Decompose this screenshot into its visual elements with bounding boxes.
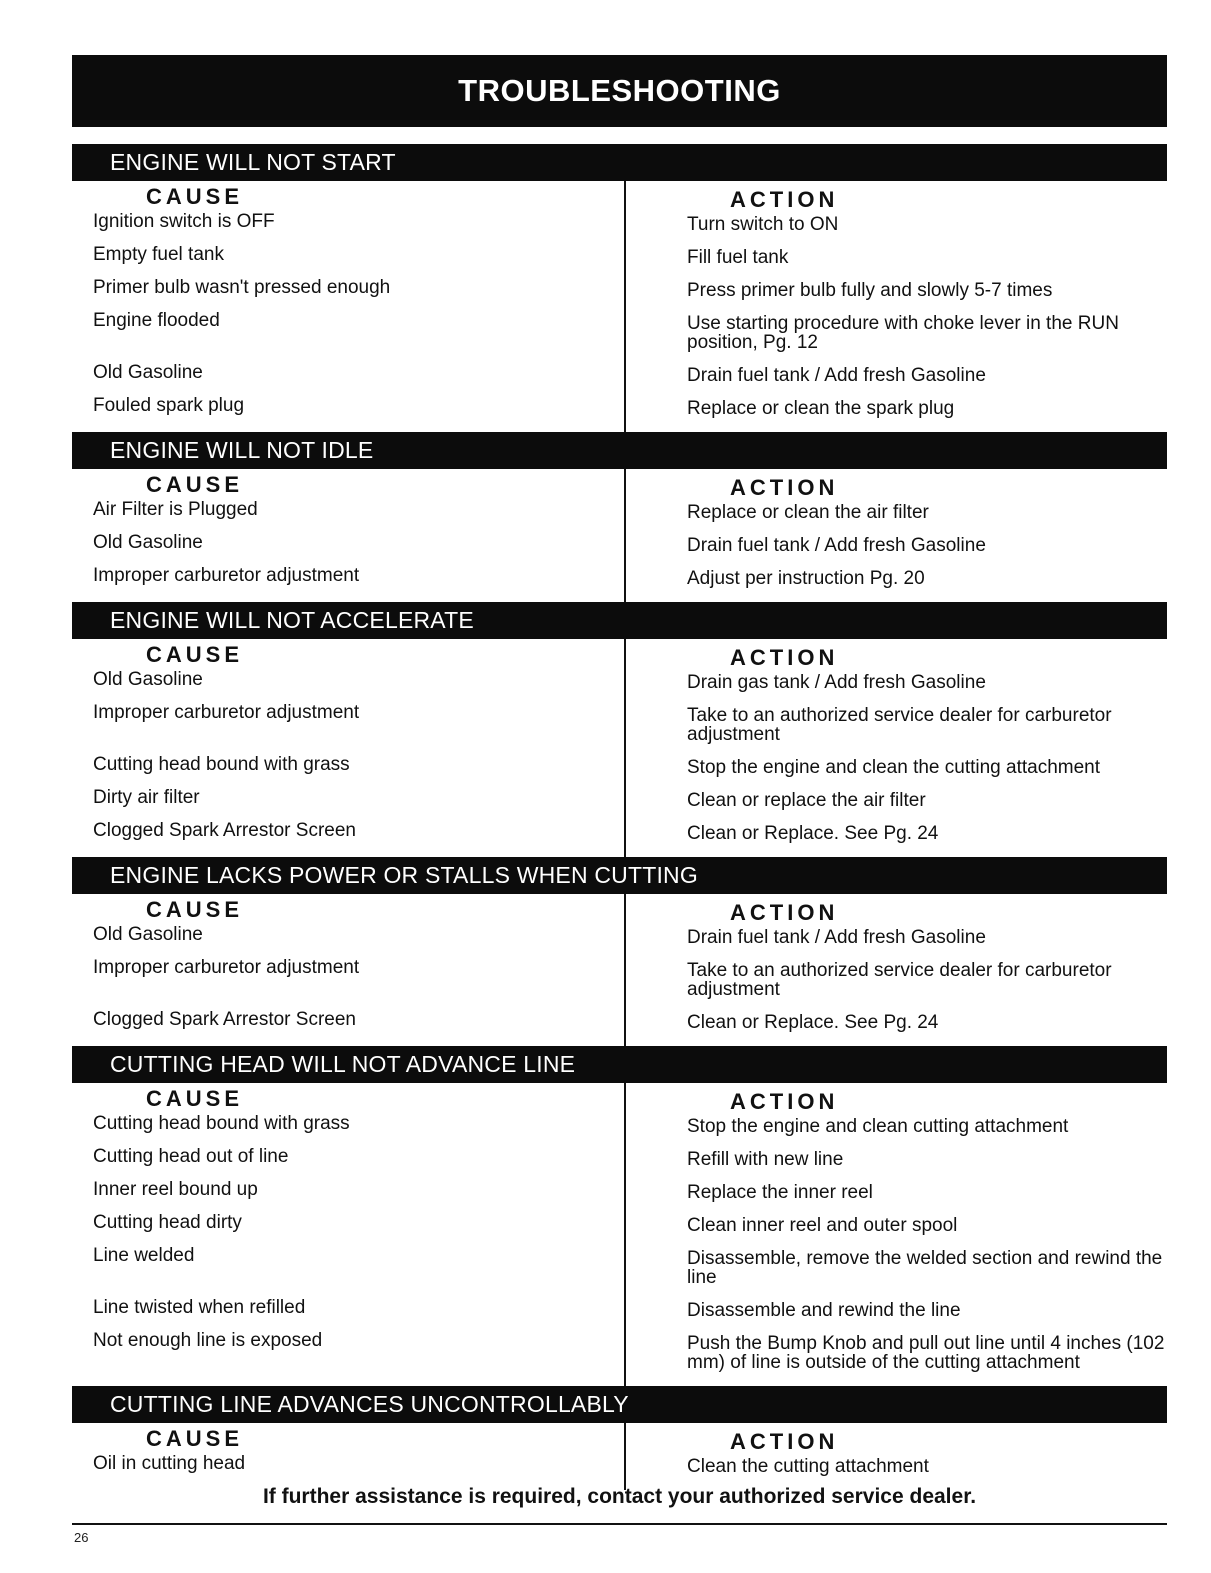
action-column <box>624 1083 1167 1386</box>
cause-heading: CAUSE <box>146 1426 244 1451</box>
action-column <box>624 639 1167 857</box>
cause-item: Clogged Spark Arrestor Screen <box>93 1009 356 1030</box>
section-body <box>72 469 1167 602</box>
action-item: Drain fuel tank / Add fresh Gasoline <box>687 535 986 556</box>
section-body <box>72 1083 1167 1386</box>
cause-heading: CAUSE <box>146 642 244 667</box>
section-heading: ENGINE WILL NOT ACCELERATE <box>72 602 1167 639</box>
action-item: Clean or Replace. See Pg. 24 <box>687 823 939 844</box>
cause-item: Engine flooded <box>93 310 220 331</box>
cause-item: Oil in cutting head <box>93 1453 246 1474</box>
action-heading: ACTION <box>730 1429 839 1454</box>
section <box>72 144 1167 432</box>
section <box>72 1386 1167 1490</box>
footer-rule <box>72 1523 1167 1525</box>
cause-column <box>72 1423 624 1490</box>
section-heading: ENGINE WILL NOT IDLE <box>72 432 1167 469</box>
action-item: Adjust per instruction Pg. 20 <box>687 568 925 589</box>
cause-item: Not enough line is exposed <box>93 1330 323 1351</box>
page-title: TROUBLESHOOTING <box>72 55 1167 127</box>
cause-item: Primer bulb wasn't pressed enough <box>93 277 391 298</box>
cause-heading: CAUSE <box>146 472 244 497</box>
cause-heading: CAUSE <box>146 897 244 922</box>
section-body <box>72 639 1167 857</box>
sections-container <box>72 144 1167 1490</box>
section-heading: CUTTING LINE ADVANCES UNCONTROLLABLY <box>72 1386 1167 1423</box>
action-item: Drain fuel tank / Add fresh Gasoline <box>687 927 986 948</box>
footer-note: If further assistance is required, contact your authorized service dealer. <box>262 1485 977 1508</box>
cause-item: Fouled spark plug <box>93 395 245 416</box>
cause-item: Clogged Spark Arrestor Screen <box>93 820 356 841</box>
cause-item: Cutting head bound with grass <box>93 1113 350 1134</box>
cause-heading: CAUSE <box>146 1086 244 1111</box>
cause-item: Ignition switch is OFF <box>93 211 275 232</box>
cause-column <box>72 894 624 1046</box>
cause-item: Improper carburetor adjustment <box>93 565 360 586</box>
cause-item: Inner reel bound up <box>93 1179 258 1200</box>
cause-item: Old Gasoline <box>93 924 203 945</box>
action-item: Replace or clean the air filter <box>687 502 929 523</box>
section <box>72 1046 1167 1386</box>
cause-item: Old Gasoline <box>93 669 203 690</box>
cause-column <box>72 469 624 602</box>
cause-column <box>72 181 624 432</box>
action-item: Disassemble, remove the welded section and rewind the line <box>687 1248 1163 1288</box>
action-column <box>624 894 1167 1046</box>
action-item: Take to an authorized service dealer for carburetor adjustment <box>687 705 1112 745</box>
action-item: Take to an authorized service dealer for carburetor adjustment <box>687 960 1112 1000</box>
cause-item: Improper carburetor adjustment <box>93 702 360 723</box>
action-item: Clean or replace the air filter <box>687 790 926 811</box>
cause-item: Cutting head bound with grass <box>93 754 350 775</box>
cause-item: Dirty air filter <box>93 787 200 808</box>
action-item: Clean the cutting attachment <box>687 1456 929 1477</box>
cause-item: Empty fuel tank <box>93 244 224 265</box>
action-heading: ACTION <box>730 900 839 925</box>
section-body <box>72 181 1167 432</box>
section <box>72 432 1167 602</box>
section-body <box>72 1423 1167 1490</box>
cause-item: Line twisted when refilled <box>93 1297 306 1318</box>
section <box>72 857 1167 1046</box>
action-heading: ACTION <box>730 475 839 500</box>
action-column <box>624 469 1167 602</box>
cause-item: Old Gasoline <box>93 532 203 553</box>
action-column <box>624 181 1167 432</box>
cause-item: Air Filter is Plugged <box>93 499 258 520</box>
action-heading: ACTION <box>730 1089 839 1114</box>
cause-item: Cutting head dirty <box>93 1212 242 1233</box>
section-heading: ENGINE WILL NOT START <box>72 144 1167 181</box>
troubleshooting-page <box>72 55 1167 1490</box>
cause-item: Improper carburetor adjustment <box>93 957 360 978</box>
action-item: Replace or clean the spark plug <box>687 398 955 419</box>
action-item: Fill fuel tank <box>687 247 789 268</box>
cause-column <box>72 639 624 857</box>
cause-item: Line welded <box>93 1245 195 1266</box>
cause-item: Cutting head out of line <box>93 1146 289 1167</box>
action-item: Replace the inner reel <box>687 1182 873 1203</box>
action-item: Disassemble and rewind the line <box>687 1300 961 1321</box>
action-item: Clean or Replace. See Pg. 24 <box>687 1012 939 1033</box>
cause-column <box>72 1083 624 1386</box>
page-number: 26 <box>74 1530 89 1545</box>
action-item: Stop the engine and clean the cutting attachment <box>687 757 1101 778</box>
action-heading: ACTION <box>730 645 839 670</box>
action-item: Turn switch to ON <box>687 214 839 235</box>
section-heading: ENGINE LACKS POWER OR STALLS WHEN CUTTING <box>72 857 1167 894</box>
action-item: Use starting procedure with choke lever in the RUN position, Pg. 12 <box>687 313 1119 353</box>
section-heading: CUTTING HEAD WILL NOT ADVANCE LINE <box>72 1046 1167 1083</box>
cause-heading: CAUSE <box>146 184 244 209</box>
section <box>72 602 1167 857</box>
action-heading: ACTION <box>730 187 839 212</box>
action-item: Clean inner reel and outer spool <box>687 1215 958 1236</box>
action-item: Push the Bump Knob and pull out line until 4 inches (102 mm) of line is outside of the cutting attachment <box>687 1333 1165 1373</box>
action-item: Drain gas tank / Add fresh Gasoline <box>687 672 986 693</box>
section-body <box>72 894 1167 1046</box>
action-item: Stop the engine and clean cutting attachment <box>687 1116 1069 1137</box>
action-item: Refill with new line <box>687 1149 844 1170</box>
action-column <box>624 1423 1167 1490</box>
cause-item: Old Gasoline <box>93 362 203 383</box>
action-item: Drain fuel tank / Add fresh Gasoline <box>687 365 986 386</box>
action-item: Press primer bulb fully and slowly 5-7 times <box>687 280 1053 301</box>
